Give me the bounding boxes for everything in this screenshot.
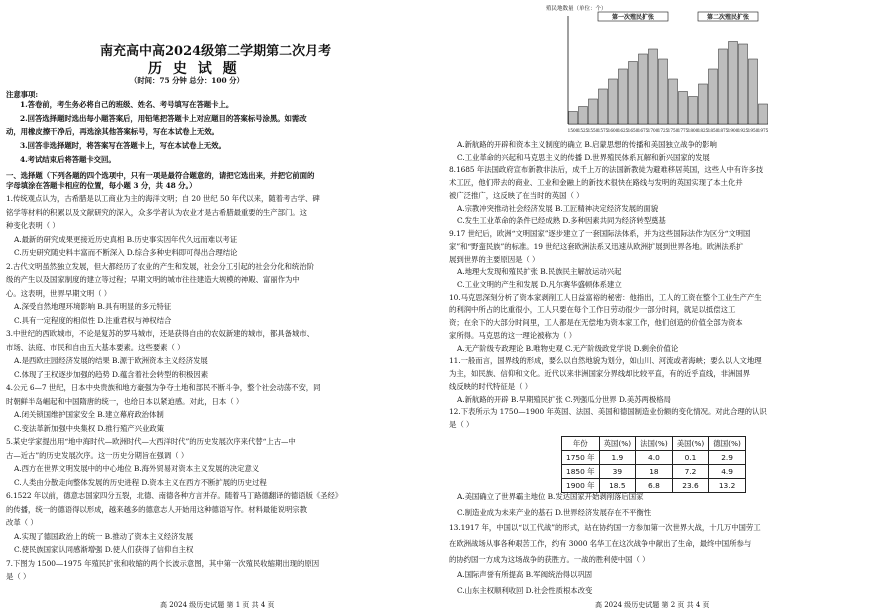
- bar: [639, 54, 648, 124]
- note-line: 4.考试结束后将答题卡交回。: [20, 155, 116, 164]
- time-score: （时间：75 分钟 总分：100 分）: [130, 76, 244, 85]
- question-text: 的利润中所占的比重很小，工人只要在每个工作日劳动很少一部分时间，就足以抵偿这工: [449, 305, 736, 315]
- question-text: 古—近古”的历史发展次序。这一历史分期旨在强调（ ）: [6, 450, 189, 460]
- table-cell: 6.8: [636, 479, 673, 493]
- table-header: 年份: [562, 437, 600, 451]
- question-text: 资；在余下的大部分时间里，工人都是在无偿地为资本家工作，他们创造的价值全部为资本: [449, 318, 743, 328]
- question-text: 家所得。马克思的这一理论被称为（ ）: [449, 330, 577, 340]
- note-line: 3.回答非选择题时，将答案写在答题卡上，写在本试卷上无效。: [20, 141, 226, 150]
- manufacturing-table: [561, 436, 746, 493]
- question-text: 3.中世纪的西欧城市，不论是复苏的罗马城市，还是获得自由的农奴新建的城市，都具备城市、: [6, 329, 314, 338]
- answer-option: A.地理大发现和殖民扩张 B.民族民主解放运动兴起: [457, 267, 622, 277]
- x-tick-label: 1675: [637, 128, 649, 133]
- bar: [709, 69, 718, 124]
- question-text: 家”和“野蛮民族”的标准。19 世纪这套欧洲法系又迅速从欧洲扩展到世界各地。欧洲法系扩: [449, 241, 744, 251]
- section1-heading-cont: 字母填涂在答题卡相应的位置，每小题 3 分，共 48 分。）: [6, 181, 197, 190]
- table-row: [562, 479, 746, 493]
- question-text: 为主，如民族、信仰和文化。近代以来非洲国家分界线却比较平直，有的近乎直线，非洲国界: [449, 369, 750, 379]
- note-line: 1.答卷前，考生务必将自己的班级、姓名、考号填写在答题卡上。: [20, 100, 234, 109]
- question-text: 市场、法庭、市民和自由五大基本要素。这些要素（ ）: [6, 342, 185, 352]
- table-cell: 1900 年: [562, 479, 600, 493]
- question-text: 在欧洲战场从事各种艰苦工作，约有 3000 名华工在这次战争中献出了生命，最终中国所参与: [449, 539, 752, 548]
- table-cell: 1850 年: [562, 465, 600, 479]
- answer-option: C.工业文明的产生和发展 D.凡尔赛华盛顿体系建立: [457, 280, 622, 289]
- footer-right: 高 2024 级历史试题 第 2 页 共 4 页: [595, 601, 710, 609]
- bar: [659, 59, 668, 124]
- section1-heading: 一、选择题（下列各题的四个选项中，只有一项是最符合题意的，请把它选出来，并把它前面的: [6, 171, 315, 180]
- answer-option: C.山东主权顺利收回 D.社会性质根本改变: [457, 586, 593, 595]
- answer-option: A.最新的研究成果更接近历史真相 B.历史事实因年代久远而难以考证: [14, 234, 238, 244]
- bar: [689, 97, 698, 125]
- exam-title: 南充高中高2024级第二学期第二次月考: [100, 44, 332, 59]
- x-tick-label: 1525: [577, 128, 589, 133]
- bar: [669, 79, 678, 124]
- question-text: 展到世界的主要原因是（ ）: [449, 254, 540, 264]
- question-text: 11.一般而言，国界线的形成，要么以自然地貌为划分，如山川、河流或者海峡；要么以人文地理: [449, 356, 762, 366]
- bar: [759, 104, 768, 124]
- x-tick-label: 1600: [607, 128, 619, 133]
- answer-option: C.历史研究随史料丰富而不断深入 D.综合多种史料即可得出合理结论: [14, 248, 238, 257]
- bar: [679, 92, 688, 125]
- x-tick-label: 1625: [617, 128, 629, 133]
- bar: [609, 79, 618, 124]
- question-text: 级的产生以及国家制度的建立等过程；早期文明的城市往往建造大规模的神殿、富丽作为中: [6, 275, 300, 284]
- x-tick-label: 1900: [727, 128, 739, 133]
- table-cell: 23.6: [672, 479, 709, 493]
- question-text: 7.下图为 1500—1975 年殖民扩张和收缩的两个长波示意图，其中第一次殖民收缩期出现的原因: [6, 558, 320, 568]
- x-tick-label: 1775: [677, 128, 689, 133]
- answer-option: A.实现了德国政治上的统一 B.推动了资本主义经济发展: [14, 531, 194, 541]
- answer-option: A.宗教冲突推动社会经济发展 B.工匠精神决定经济发展的面貌: [457, 203, 659, 213]
- question-text: 8.1685 年法国政府宣布新教非法后，成千上万的法国新教徒为避难移居英国，这些人中有许多技: [449, 165, 764, 175]
- bar: [649, 49, 658, 124]
- question-text: 6.1522 年以前，德意志国家四分五裂，北德、南德各种方言并存。随着马丁路德翻译的德语版《圣经》: [6, 491, 343, 500]
- bar: [569, 112, 578, 125]
- notes-heading: 注意事项:: [6, 90, 39, 99]
- colonial-chart: [540, 2, 785, 134]
- x-tick-label: 1500: [567, 128, 579, 133]
- answer-option: A.美国确立了世界霸主地位 B.发达国家开始剥削落后国家: [457, 492, 644, 501]
- bar: [619, 69, 628, 124]
- table-header: 法国(%): [636, 437, 673, 451]
- x-tick-label: 1575: [597, 128, 609, 133]
- answer-option: A.新航路的开辟 B.早期殖民扩张 C.列强瓜分世界 D.美苏两极格局: [457, 394, 671, 404]
- question-text: 12.下表所示为 1750—1900 年英国、法国、美国和德国制造业份额的变化情况。对此合理的认识: [449, 407, 767, 417]
- question-text: 铭学等材料的积累以及文献研究的深入，众多学者认为农业才是古希腊最重要的生产部门。这: [6, 207, 307, 217]
- table-cell: 7.2: [672, 465, 709, 479]
- table-header: 英国(%): [599, 437, 636, 451]
- bar: [699, 84, 708, 124]
- answer-option: C.发生工业革命的条件已经成熟 D.多种因素共同为经济转型奠基: [457, 216, 666, 226]
- x-tick-label: 1725: [657, 128, 669, 133]
- answer-option: A.闭关锁国维护国家安全 B.建立幕府政治体制: [14, 410, 164, 419]
- answer-option: C.具有一定程度的相似性 D.注重君权与神权结合: [14, 315, 172, 325]
- note-line: 2.回答选择题时选出每小题答案后，用铅笔把答题卡上对应题目的答案标号涂黑。如需改: [20, 114, 307, 123]
- table-cell: 4.0: [636, 451, 673, 465]
- note-line: 动，用橡皮擦干净后，再选涂其他答案标号，写在本试卷上无效。: [6, 127, 219, 136]
- table-cell: 18: [636, 465, 673, 479]
- x-tick-label: 1550: [587, 128, 599, 133]
- question-text: 13.1917 年，中国以“以工代战”的形式，站在协约国一方参加第一次世界大战，十几万中国劳工: [449, 523, 761, 533]
- bar: [739, 44, 748, 124]
- table-row: [562, 465, 746, 479]
- question-text: 改革（ ）: [6, 518, 38, 527]
- question-text: 种变化表明（ ）: [6, 221, 60, 230]
- question-text: 是（ ）: [449, 420, 474, 429]
- x-tick-label: 1800: [687, 128, 699, 133]
- table-row: [562, 451, 746, 465]
- question-text: 的协约国一方成为这场战争的获胜方。一战的胜利使中国（ ）: [449, 554, 650, 564]
- bar: [719, 49, 728, 124]
- x-tick-label: 1875: [717, 128, 729, 133]
- x-tick-label: 1650: [627, 128, 639, 133]
- table-cell: 0.1: [672, 451, 709, 465]
- answer-option: A.是西欧庄园经济发展的结果 B.源于欧洲资本主义经济发展: [14, 356, 208, 365]
- table-header: 德国(%): [709, 437, 746, 451]
- question-text: 时朝鲜半岛崛起和中国隋唐的统一，也给日本以紧迫感。对此，日本（ ）: [6, 396, 244, 406]
- x-tick-label: 1750: [667, 128, 679, 133]
- question-text: 的传播，统一的德语得以形成，越来越多的德意志人开始用这种德语写作。材料最能说明宗教: [6, 504, 307, 514]
- question-text: 线反映的时代特征是（ ）: [449, 381, 533, 391]
- annotation-label: 第二次殖民扩张: [706, 14, 750, 21]
- table-cell: 1.9: [599, 451, 636, 465]
- answer-option: C.使民族国家认同感渐增强 D.使人们获得了信仰自主权: [14, 545, 194, 554]
- question-text: 心。这表明，世界早期文明（ ）: [6, 288, 112, 298]
- table-cell: 39: [599, 465, 636, 479]
- question-text: 10.马克思深刻分析了资本家剥削工人日益富裕的秘密：他指出，工人的工资在整个工业生产产生: [449, 292, 762, 302]
- question-text: 1.传统观点认为，古希腊是以工商业为主的海洋文明；自 20 世纪 50 年代以来，随着考古学、碑: [6, 194, 320, 203]
- x-tick-label: 1925: [737, 128, 749, 133]
- y-axis-label: 殖民地数量（单位：个）: [546, 6, 607, 12]
- question-text: 5.某史学家提出用“地中海时代—欧洲时代—大西洋时代”的历史发展次序来代替“上古—中: [6, 437, 296, 446]
- question-text: 4.公元 6—7 世纪，日本中央贵族和地方豪强为争夺土地和部民不断斗争，整个社会动荡不安，同: [6, 383, 321, 392]
- answer-option: C.变法革新加强中央集权 D.推行殖产兴业政策: [14, 423, 164, 433]
- bar: [729, 42, 738, 125]
- footer-left: 高 2024 级历史试题 第 1 页 共 4 页: [160, 601, 275, 609]
- bar: [629, 62, 638, 125]
- answer-option: C.人类由分散走向整体发展的历史进程 D.资本主义在西方不断扩展的历史过程: [14, 477, 267, 487]
- answer-option: A.深受自然地理环境影响 B.具有明显的多元特征: [14, 302, 172, 311]
- answer-option: A.西方在世界文明发展中的中心地位 B.海外贸易对资本主义发展的决定意义: [14, 464, 260, 473]
- x-tick-label: 1825: [697, 128, 709, 133]
- question-text: 术工匠，他们带去的商业、工业和金融上的新技术很快在路线与发明的英国实现了本土化并: [449, 178, 743, 188]
- answer-option: C.制造业成为未来产业的基石 D.世界经济发展存在不平衡性: [457, 507, 652, 517]
- answer-option: A.国际声誉有所提高 B.军阀统治得以巩固: [457, 570, 593, 580]
- table-cell: 18.5: [599, 479, 636, 493]
- question-text: 9.17 世纪后，欧洲“文明国家”逐步建立了一套国际法体系，并为这些国际法作为区分“文明国: [449, 229, 751, 239]
- table-header-row: [562, 437, 746, 451]
- table-cell: 13.2: [709, 479, 746, 493]
- x-tick-label: 1700: [647, 128, 659, 133]
- table-cell: 2.9: [709, 451, 746, 465]
- x-tick-label: 1850: [707, 128, 719, 133]
- bar: [749, 59, 758, 124]
- x-tick-label: 1975: [757, 128, 769, 133]
- table-cell: 1750 年: [562, 451, 600, 465]
- answer-option: C.体现了王权逐步加强的趋势 D.蕴含着社会转型的积极因素: [14, 369, 209, 379]
- bar: [589, 99, 598, 124]
- answer-option: A.新航路的开辟和资本主义制度的确立 B.启蒙思想的传播和美国独立战争的影响: [457, 140, 717, 149]
- subject-title: 历 史 试 题: [148, 61, 240, 77]
- question-text: 2.古代文明虽然独立发展，但大都经历了农业的产生和发展，社会分工引起的社会分化和统治阶: [6, 261, 314, 271]
- table-cell: 4.9: [709, 465, 746, 479]
- answer-option: A.无产阶级专政理论 B.唯物史观 C.无产阶级政党学说 D.剩余价值论: [457, 343, 679, 353]
- bar: [579, 107, 588, 125]
- bar: [599, 89, 608, 124]
- question-text: 是（ ）: [6, 572, 31, 581]
- x-tick-label: 1950: [747, 128, 759, 133]
- annotation-label: 第一次殖民扩张: [611, 14, 655, 21]
- question-text: 被广泛推广，这反映了在当时的英国（ ）: [449, 190, 584, 200]
- table-header: 美国(%): [672, 437, 709, 451]
- answer-option: C.工业革命的兴起和马克思主义的传播 D.世界殖民体系瓦解和新兴国家的发展: [457, 152, 710, 162]
